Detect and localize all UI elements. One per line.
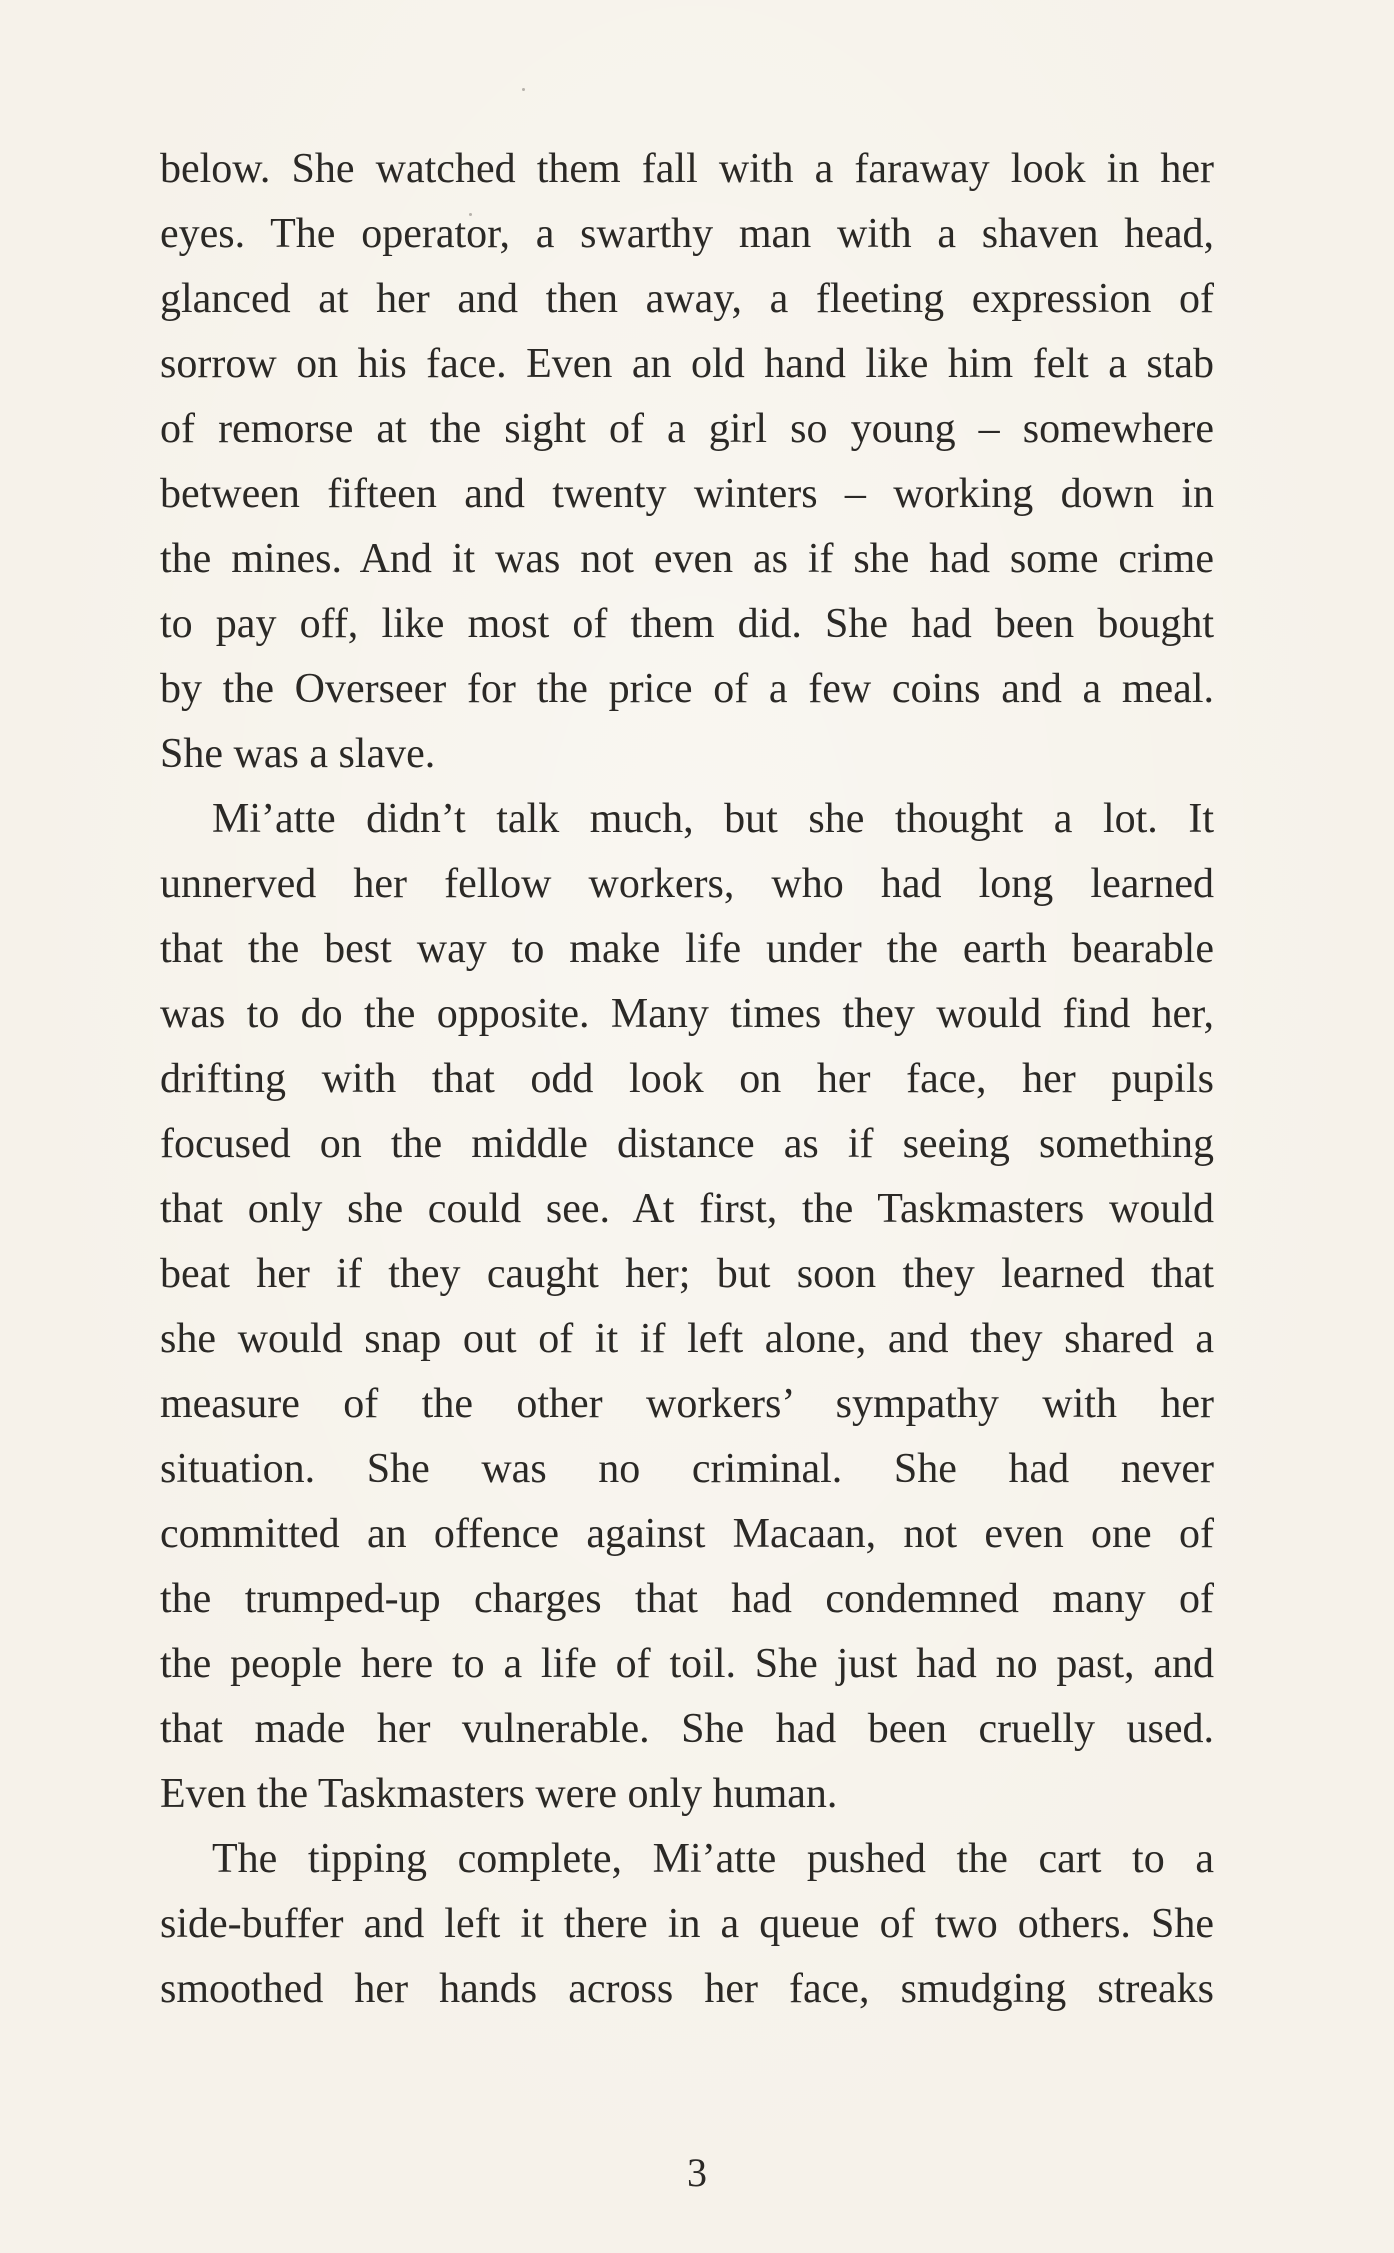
paragraph-3 xyxy=(160,1827,1214,2022)
text-line: sorrow on his face. Even an old hand like him felt a stab xyxy=(160,341,1214,387)
paper-speck xyxy=(522,88,525,91)
text-line: the trumped-up charges that had condemned many of xyxy=(160,1576,1214,1622)
text-line: situation. She was no criminal. She had never xyxy=(160,1446,1214,1492)
text-line: she would snap out of it if left alone, and they shared a xyxy=(160,1316,1214,1362)
text-line: smoothed her hands across her face, smudging streaks xyxy=(160,1966,1214,2012)
paragraph-1 xyxy=(160,137,1214,787)
text-line: Even the Taskmasters were only human. xyxy=(160,1771,838,1817)
text-line: glanced at her and then away, a fleeting expression of xyxy=(160,276,1214,322)
text-line: committed an offence against Macaan, not even one of xyxy=(160,1511,1214,1557)
text-line: between fifteen and twenty winters – working down in xyxy=(160,471,1214,517)
text-line: beat her if they caught her; but soon they learned that xyxy=(160,1251,1214,1297)
paragraph-2 xyxy=(160,787,1214,1827)
text-line: drifting with that odd look on her face, her pupils xyxy=(160,1056,1214,1102)
text-line: Mi’atte didn’t talk much, but she thought a lot. It xyxy=(212,796,1214,842)
body-text xyxy=(160,137,1214,2022)
text-line: eyes. The operator, a swarthy man with a shaven head, xyxy=(160,211,1214,257)
text-line: She was a slave. xyxy=(160,731,436,777)
text-line: of remorse at the sight of a girl so young – somewhere xyxy=(160,406,1214,452)
text-line: focused on the middle distance as if seeing something xyxy=(160,1121,1214,1167)
text-line: the people here to a life of toil. She just had no past, and xyxy=(160,1641,1214,1687)
text-line: by the Overseer for the price of a few coins and a meal. xyxy=(160,666,1214,712)
text-line: the mines. And it was not even as if she had some crime xyxy=(160,536,1214,582)
text-line: The tipping complete, Mi’atte pushed the cart to a xyxy=(212,1836,1214,1882)
text-line: to pay off, like most of them did. She had been bought xyxy=(160,601,1214,647)
text-line: measure of the other workers’ sympathy with her xyxy=(160,1381,1214,1427)
text-line: side-buffer and left it there in a queue of two others. She xyxy=(160,1901,1214,1947)
text-line: that made her vulnerable. She had been cruelly used. xyxy=(160,1706,1214,1752)
text-line: that the best way to make life under the earth bearable xyxy=(160,926,1214,972)
text-line: that only she could see. At first, the Taskmasters would xyxy=(160,1186,1214,1232)
text-line: unnerved her fellow workers, who had long learned xyxy=(160,861,1214,907)
text-line: was to do the opposite. Many times they would find her, xyxy=(160,991,1214,1037)
page-number: 3 xyxy=(687,2150,707,2195)
text-line: below. She watched them fall with a faraway look in her xyxy=(160,146,1214,192)
